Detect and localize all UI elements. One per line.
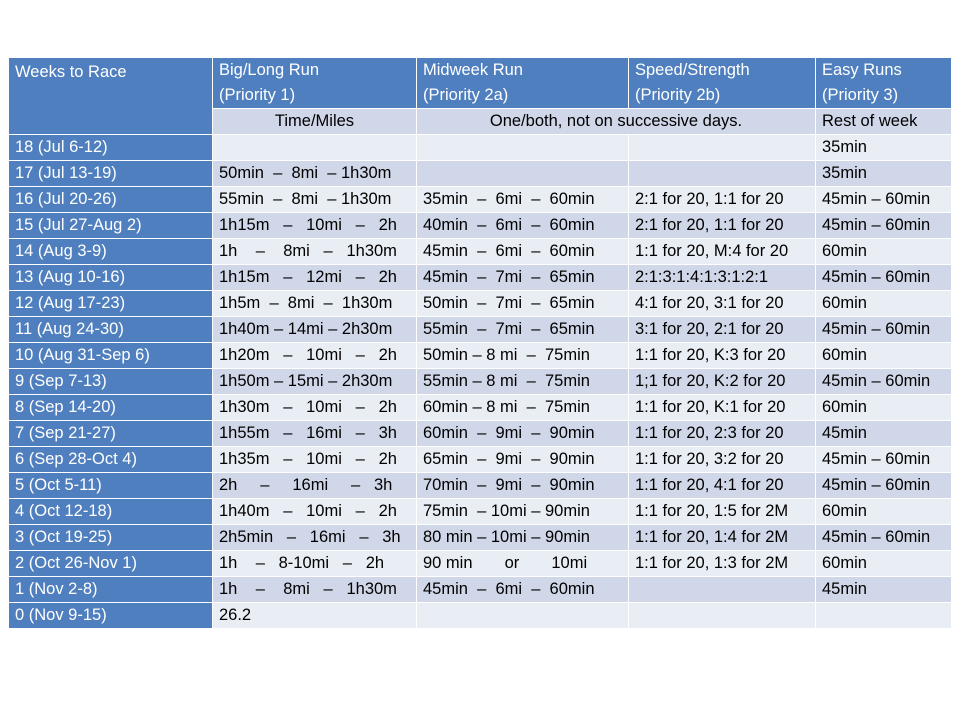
header-weeks-to-race: Weeks to Race [9,58,213,135]
table-body [9,135,952,629]
long-run-cell: 26.2 [213,603,417,629]
table-row [9,447,952,473]
table-row [9,499,952,525]
easy-runs-cell: 45min – 60min [816,447,952,473]
speed-strength-cell: 1:1 for 20, K:1 for 20 [629,395,816,421]
week-cell: 12 (Aug 17-23) [9,291,213,317]
week-cell: 3 (Oct 19-25) [9,525,213,551]
table-row [9,473,952,499]
midweek-run-cell [417,135,629,161]
header-long-run: Big/Long Run (Priority 1) [213,58,417,109]
easy-runs-cell: 60min [816,499,952,525]
long-run-cell: 1h35m – 10mi – 2h [213,447,417,473]
week-cell: 13 (Aug 10-16) [9,265,213,291]
midweek-run-cell: 65min – 9mi – 90min [417,447,629,473]
week-cell: 18 (Jul 6-12) [9,135,213,161]
table-row [9,213,952,239]
midweek-run-cell: 50min – 7mi – 65min [417,291,629,317]
easy-runs-cell: 45min – 60min [816,213,952,239]
speed-strength-cell: 1:1 for 20, 3:2 for 20 [629,447,816,473]
table-row [9,369,952,395]
table-row [9,395,952,421]
header-easy-runs: Easy Runs (Priority 3) [816,58,952,109]
long-run-cell: 1h30m – 10mi – 2h [213,395,417,421]
easy-runs-cell: 45min – 60min [816,473,952,499]
long-run-cell: 1h55m – 16mi – 3h [213,421,417,447]
easy-runs-cell: 60min [816,551,952,577]
long-run-cell: 1h15m – 10mi – 2h [213,213,417,239]
midweek-run-cell [417,603,629,629]
easy-runs-cell: 45min – 60min [816,187,952,213]
long-run-cell: 1h – 8mi – 1h30m [213,577,417,603]
speed-strength-cell: 1:1 for 20, 1:4 for 2M [629,525,816,551]
midweek-run-cell: 55min – 8 mi – 75min [417,369,629,395]
easy-runs-cell [816,603,952,629]
table-row [9,135,952,161]
easy-runs-cell: 45min [816,577,952,603]
week-cell: 15 (Jul 27-Aug 2) [9,213,213,239]
long-run-cell: 1h – 8-10mi – 2h [213,551,417,577]
table-row [9,551,952,577]
easy-runs-cell: 45min – 60min [816,317,952,343]
midweek-run-cell: 60min – 8 mi – 75min [417,395,629,421]
long-run-cell: 1h40m – 10mi – 2h [213,499,417,525]
week-cell: 0 (Nov 9-15) [9,603,213,629]
midweek-run-cell: 45min – 7mi – 65min [417,265,629,291]
midweek-run-cell: 35min – 6mi – 60min [417,187,629,213]
speed-strength-cell: 3:1 for 20, 2:1 for 20 [629,317,816,343]
long-run-cell: 2h – 16mi – 3h [213,473,417,499]
speed-strength-cell: 1:1 for 20, M:4 for 20 [629,239,816,265]
easy-runs-cell: 35min [816,161,952,187]
easy-runs-cell: 45min – 60min [816,369,952,395]
speed-strength-cell: 4:1 for 20, 3:1 for 20 [629,291,816,317]
week-cell: 16 (Jul 20-26) [9,187,213,213]
table-row [9,525,952,551]
week-cell: 6 (Sep 28-Oct 4) [9,447,213,473]
midweek-run-cell [417,161,629,187]
easy-runs-cell: 60min [816,239,952,265]
week-cell: 8 (Sep 14-20) [9,395,213,421]
speed-strength-cell: 1:1 for 20, 1:5 for 2M [629,499,816,525]
midweek-run-cell: 55min – 7mi – 65min [417,317,629,343]
table-row [9,603,952,629]
midweek-run-cell: 45min – 6mi – 60min [417,239,629,265]
subheader-time-miles: Time/Miles [213,109,417,135]
easy-runs-cell: 35min [816,135,952,161]
table-row [9,291,952,317]
long-run-cell: 1h50m – 15mi – 2h30m [213,369,417,395]
easy-runs-cell: 60min [816,343,952,369]
week-cell: 17 (Jul 13-19) [9,161,213,187]
speed-strength-cell [629,161,816,187]
easy-runs-cell: 60min [816,291,952,317]
speed-strength-cell: 1:1 for 20, 1:3 for 2M [629,551,816,577]
week-cell: 2 (Oct 26-Nov 1) [9,551,213,577]
long-run-cell: 1h5m – 8mi – 1h30m [213,291,417,317]
speed-strength-cell: 2:1:3:1:4:1:3:1:2:1 [629,265,816,291]
subheader-midweek-note: One/both, not on successive days. [417,109,816,135]
week-cell: 11 (Aug 24-30) [9,317,213,343]
speed-strength-cell: 2:1 for 20, 1:1 for 20 [629,213,816,239]
long-run-cell: 2h5min – 16mi – 3h [213,525,417,551]
header-midweek-run: Midweek Run (Priority 2a) [417,58,629,109]
midweek-run-cell: 60min – 9mi – 90min [417,421,629,447]
table-row [9,577,952,603]
subheader-rest-of-week: Rest of week [816,109,952,135]
week-cell: 9 (Sep 7-13) [9,369,213,395]
week-cell: 14 (Aug 3-9) [9,239,213,265]
week-cell: 1 (Nov 2-8) [9,577,213,603]
long-run-cell: 1h20m – 10mi – 2h [213,343,417,369]
week-cell: 4 (Oct 12-18) [9,499,213,525]
easy-runs-cell: 45min – 60min [816,265,952,291]
speed-strength-cell [629,135,816,161]
speed-strength-cell: 2:1 for 20, 1:1 for 20 [629,187,816,213]
table-row [9,317,952,343]
header-row [9,58,952,109]
easy-runs-cell: 45min [816,421,952,447]
easy-runs-cell: 60min [816,395,952,421]
table-row [9,421,952,447]
long-run-cell: 1h40m – 14mi – 2h30m [213,317,417,343]
long-run-cell: 50min – 8mi – 1h30m [213,161,417,187]
midweek-run-cell: 40min – 6mi – 60min [417,213,629,239]
long-run-cell: 1h15m – 12mi – 2h [213,265,417,291]
speed-strength-cell: 1:1 for 20, 2:3 for 20 [629,421,816,447]
long-run-cell: 1h – 8mi – 1h30m [213,239,417,265]
speed-strength-cell: 1;1 for 20, K:2 for 20 [629,369,816,395]
speed-strength-cell [629,577,816,603]
table-row [9,161,952,187]
week-cell: 7 (Sep 21-27) [9,421,213,447]
header-speed-strength: Speed/Strength (Priority 2b) [629,58,816,109]
long-run-cell [213,135,417,161]
midweek-run-cell: 70min – 9mi – 90min [417,473,629,499]
table-row [9,187,952,213]
table-row [9,265,952,291]
midweek-run-cell: 80 min – 10mi – 90min [417,525,629,551]
long-run-cell: 55min – 8mi – 1h30m [213,187,417,213]
speed-strength-cell [629,603,816,629]
speed-strength-cell: 1:1 for 20, K:3 for 20 [629,343,816,369]
midweek-run-cell: 90 min or 10mi [417,551,629,577]
table-row [9,343,952,369]
training-plan-table [8,57,952,629]
week-cell: 10 (Aug 31-Sep 6) [9,343,213,369]
midweek-run-cell: 50min – 8 mi – 75min [417,343,629,369]
speed-strength-cell: 1:1 for 20, 4:1 for 20 [629,473,816,499]
midweek-run-cell: 75min – 10mi – 90min [417,499,629,525]
week-cell: 5 (Oct 5-11) [9,473,213,499]
table-row [9,239,952,265]
midweek-run-cell: 45min – 6mi – 60min [417,577,629,603]
easy-runs-cell: 45min – 60min [816,525,952,551]
